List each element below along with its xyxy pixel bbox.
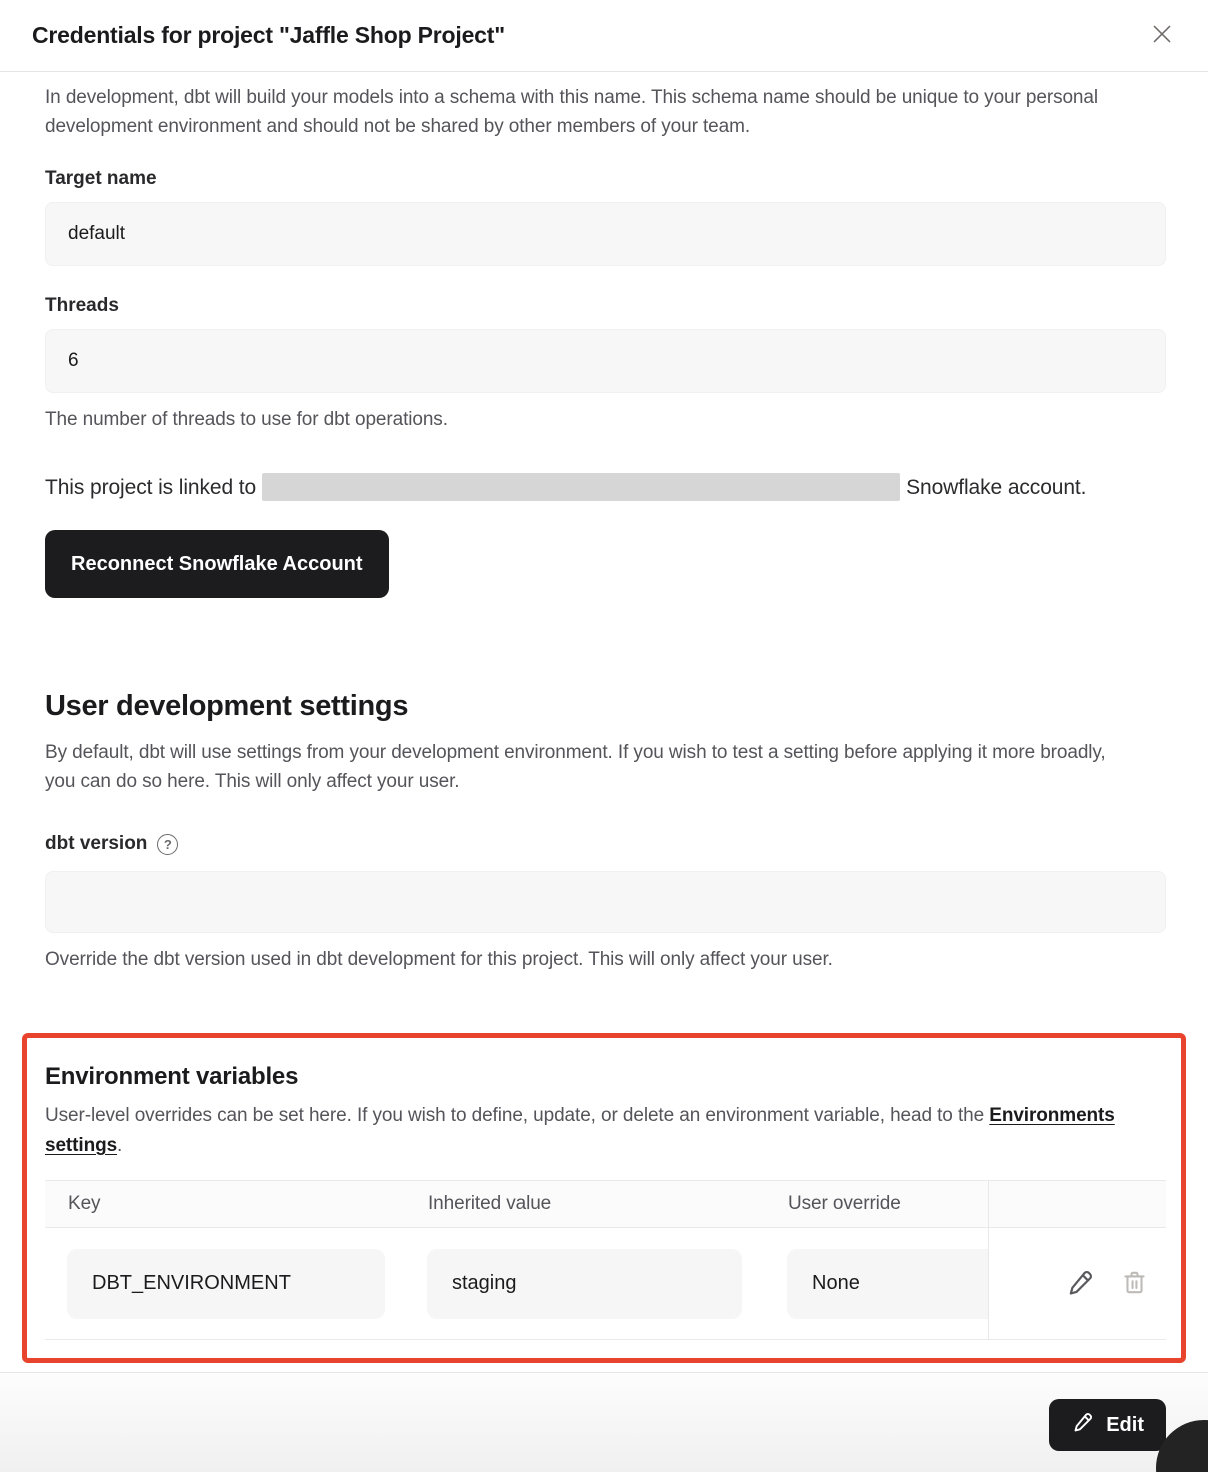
linked-account-prefix: This project is linked to: [45, 476, 257, 499]
table-header-row: [45, 1180, 1166, 1228]
table-row: [45, 1228, 1166, 1340]
delete-row-button[interactable]: [1120, 1268, 1149, 1300]
modal-content: [0, 72, 1208, 1363]
close-icon: [1149, 21, 1175, 50]
dbt-version-input[interactable]: [45, 871, 1166, 933]
threads-input[interactable]: [45, 329, 1166, 393]
reconnect-button-label: Reconnect Snowflake Account: [71, 552, 363, 575]
environment-variables-heading: Environment variables: [45, 1063, 299, 1090]
edit-row-button[interactable]: [1065, 1267, 1096, 1301]
column-header-user-override: User override: [788, 1193, 901, 1214]
env-var-user-override-value: None: [787, 1249, 988, 1319]
dbt-version-helper-text: Override the dbt version used in dbt development for this project. This will only affect your user.: [45, 949, 833, 970]
linked-account-suffix: Snowflake account.: [906, 476, 1087, 499]
intro-text: In development, dbt will build your models into a schema with this name. This schema name should be unique to your personal development environment and should not be shared by other members of your team.: [45, 87, 1098, 137]
threads-helper-text: The number of threads to use for dbt operations.: [45, 409, 448, 430]
environments-settings-link[interactable]: Environments settings: [45, 1105, 1115, 1156]
delete-trash-icon: [1120, 1268, 1149, 1300]
help-icon[interactable]: ?: [157, 834, 178, 855]
close-button[interactable]: [1144, 18, 1180, 54]
column-header-actions: [988, 1181, 1166, 1227]
edit-pencil-icon: [1065, 1267, 1096, 1301]
user-dev-settings-description: By default, dbt will use settings from your development environment. If you wish to test a setting before applying it more broadly, you can do so here. This will only affect your user.: [45, 742, 1106, 792]
env-desc-before: User-level overrides can be set here. If you wish to define, update, or delete an environment variable, head to the: [45, 1105, 990, 1126]
linked-account-text: [45, 470, 1166, 506]
column-header-key: Key: [68, 1193, 101, 1214]
target-name-input[interactable]: [45, 202, 1166, 266]
modal-header: [0, 0, 1208, 72]
redacted-account-name: [262, 473, 900, 501]
edit-button[interactable]: [1049, 1399, 1166, 1451]
edit-button-label: Edit: [1106, 1413, 1144, 1436]
column-header-inherited-value: Inherited value: [428, 1193, 552, 1214]
env-desc-after: .: [117, 1135, 123, 1156]
edit-button-pencil-icon: [1071, 1410, 1095, 1440]
modal-title: Credentials for project "Jaffle Shop Project": [32, 22, 505, 48]
row-actions: [988, 1228, 1166, 1339]
reconnect-snowflake-button[interactable]: [45, 530, 389, 598]
environment-variables-description: [45, 1101, 1160, 1161]
modal-footer: [0, 1372, 1208, 1472]
environment-variables-highlight-box: [22, 1033, 1186, 1363]
target-name-label: Target name: [45, 168, 157, 189]
user-dev-settings-heading: User development settings: [45, 690, 409, 722]
dbt-version-label: dbt version: [45, 833, 148, 854]
threads-label: Threads: [45, 295, 119, 316]
env-var-inherited-value: staging: [427, 1249, 742, 1319]
env-var-key-value: DBT_ENVIRONMENT: [67, 1249, 385, 1319]
env-vars-table: [45, 1180, 1166, 1340]
